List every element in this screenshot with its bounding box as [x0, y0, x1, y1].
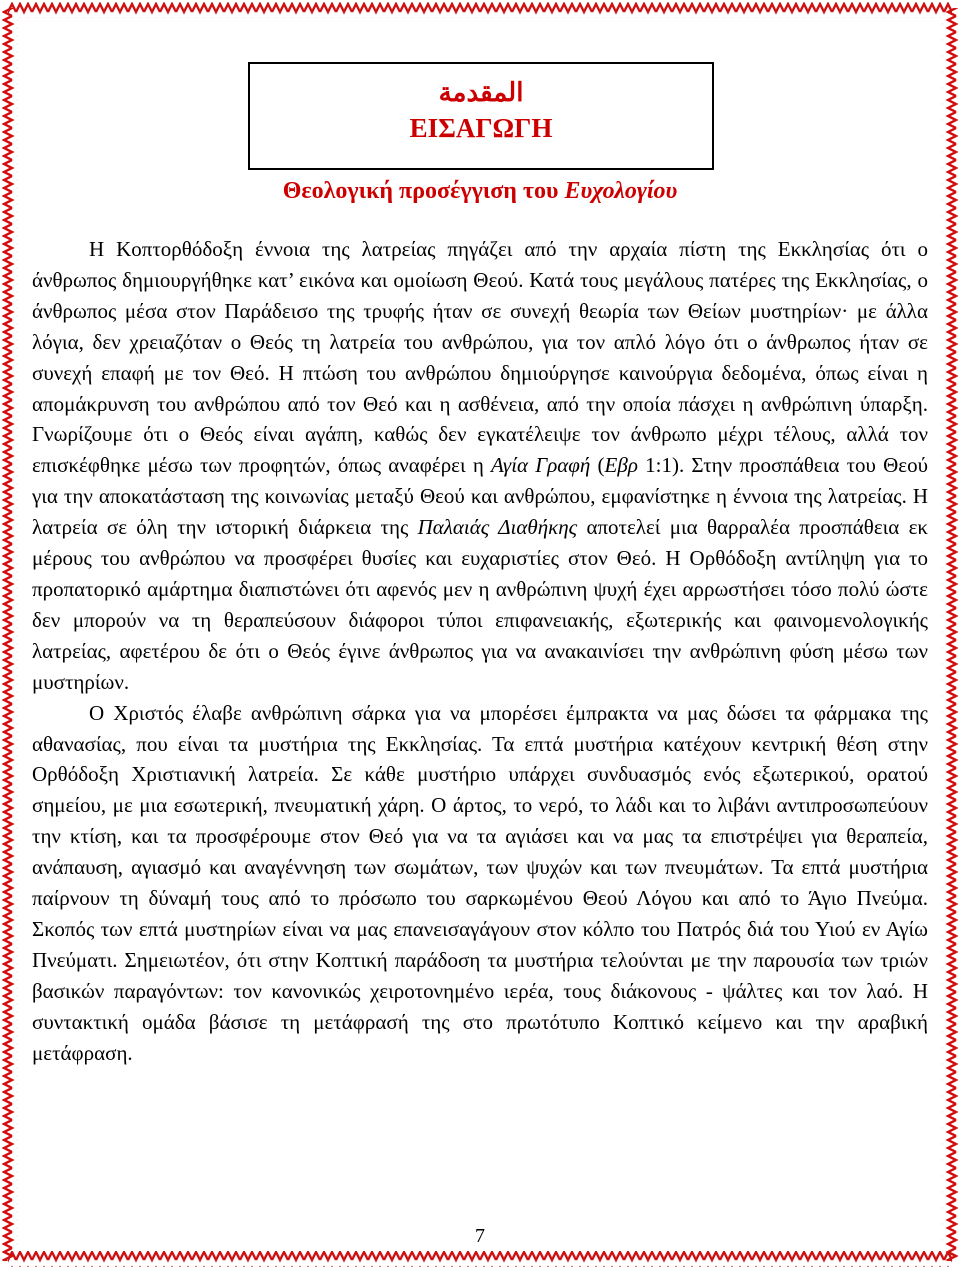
page-number: 7: [475, 1225, 485, 1247]
arabic-title: المقدمة: [438, 78, 524, 107]
paragraph-2: Ο Χριστός έλαβε ανθρώπινη σάρκα για να μπορέσει έμπρακτα να μας δώσει τα φάρμακα της αθανασίας, που είναι τα μυστήρια της Εκκλησίας. Τα επτά μυστήρια κατέχουν κεντρική θέση στην Ορθόδοξη Χριστιανική λατρεία. Σε κάθε μυστήριο υπάρχει συνδυασμός ενός εξωτερικού, ορατού σημείου, με μια εσωτερική, πνευματική χάρη. Ο άρτος, το νερό, το λάδι και το λιβάνι αντιπροσωπεύουν την κτίση, και τα προσφέρουμε στον Θεό για να τα αγιάσει και να μας τα επιστρέψει για θεραπεία, ανάπαυση, αγιασμό και αναγέννηση των σωμάτων, των ψυχών και των πνευμάτων. Τα επτά μυστήρια παίρνουν τη δύναμή τους από το πρόσωπο του σαρκωμένου Θεού Λόγου και από το Άγιο Πνεύμα. Σκοπός των επτά μυστηρίων είναι να μας επανεισαγάγουν στον κόλπο του Πατρός διά του Υιού εν Αγίω Πνεύματι. Σημειωτέον, ότι στην Κοπτική παράδοση τα μυστήρια τελούνται με την παρουσία των τριών βασικών παραγόντων: τον κανονικώς χειροτονημένο ιερέα, τους διάκονους - ψάλτες και τον λαό. Η συντακτική ομάδα βάσισε τη μετάφρασή της στο πρωτότυπο Κοπτικό κείμενο και την αραβική μετάφραση.: [32, 700, 928, 1065]
subtitle-italic: Ευχολογίου: [564, 178, 678, 204]
p1-text-3: 1:1). Στην προσπάθεια του Θεού για την αποκατάσταση της κοινωνίας μεταξύ Θεού και ανθρώπου, εμφανίστηκε η έννοια της λατρείας. Η λατρεία σε όλη την ιστορική διάρκεια της: [32, 453, 929, 540]
p1-italic-1: Αγία Γραφή: [491, 453, 591, 478]
greek-title: ΕΙΣΑΓΩΓΗ: [409, 113, 553, 143]
body-text: [32, 234, 928, 1068]
document-page: [20, 20, 940, 1249]
subtitle-plain: Θεολογική προσέγγιση του: [282, 178, 559, 204]
p1-italic-3: Παλαιάς Διαθήκης: [417, 515, 578, 540]
paragraph-1: [32, 234, 928, 698]
p1-text-2: (: [597, 453, 605, 478]
p1-text-1: Η Κοπτορθόδοξη έννοια της λατρείας πηγάζει από την αρχαία πίστη της Εκκλησίας ότι ο άνθρωπος δημιουργήθηκε κατ’ εικόνα και ομοίωση Θεού. Κατά τους μεγάλους πατέρες της Εκκλησίας, ο άνθρωπος μέσα στον Παράδεισο της τρυφής ήταν σε συνεχή θεωρία των Θείων μυστηρίων· με άλλα λόγια, δεν χρειαζόταν ο Θεός τη λατρεία του ανθρώπου, για τον απλό λόγο ότι ο άνθρωπος ήταν σε συνεχή επαφή με τον Θεό. Η πτώση του ανθρώπου δημιούργησε καινούργια δεδομένα, όπως είναι η απομάκρυνση του ανθρώπου από τον Θεό και η ασθένεια, από την οποία πάσχει η ανθρώπινη ύπαρξη. Γνωρίζουμε ότι ο Θεός είναι αγάπη, καθώς δεν εγκατέλειψε τον άνθρωπο μέχρι τέλους, αλλά τον επισκέφθηκε μέσω των προφητών, όπως αναφέρει η: [32, 237, 928, 478]
p1-italic-2: Εβρ: [604, 453, 638, 478]
section-subtitle: [20, 175, 940, 207]
title-box: [248, 62, 714, 170]
p1-text-4: αποτελεί μια θαρραλέα προσπάθεια εκ μέρους του ανθρώπου να προσφέρει θυσίες και ευχαριστίες στον Θεό. Η Ορθόδοξη αντίληψη για το προπατορικό αμάρτημα διαπιστώνει ότι αφενός μεν η ανθρώπινη ψυχή έχει αρρωστήσει τόσο πολύ ώστε δεν μπορούν να τη θεραπεύσουν διάφοροι τύποι επιφανειακής, εξωτερικής και φαινομενολογικής λατρείας, αφετέρου δε ότι ο Θεός έγινε άνθρωπος για να ανακαινίσει την ανθρώπινη φύση μέσω των μυστηρίων.: [32, 515, 929, 694]
